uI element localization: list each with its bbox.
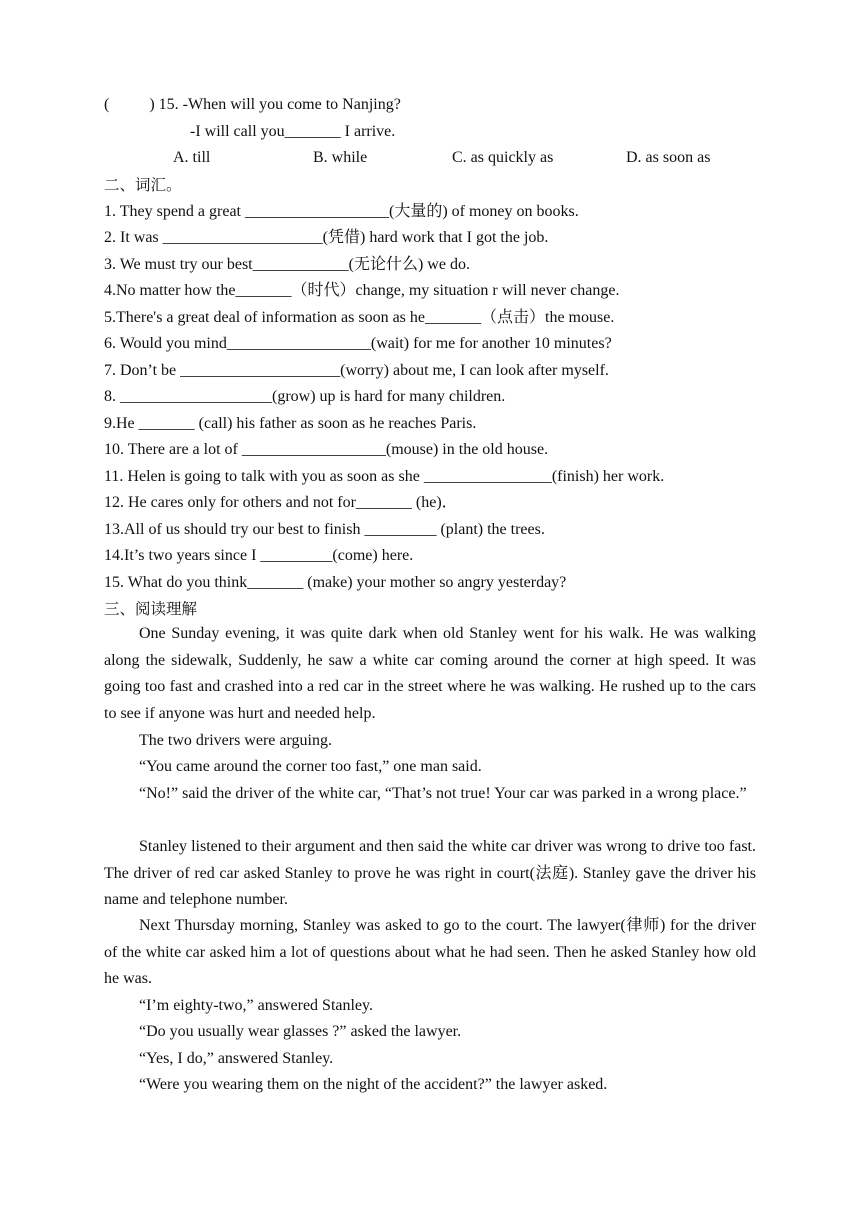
vocab-item-4: 4.No matter how the_______（时代）change, my situation r will never change. <box>104 282 620 299</box>
vocab-item-11: 11. Helen is going to talk with you as soon as she ________________(finish) her work. <box>104 468 665 485</box>
vocab-item-3: 3. We must try our best____________(无论什么) we do. <box>104 256 470 273</box>
vocab-item-15: 15. What do you think_______ (make) your mother so angry yesterday? <box>104 574 567 591</box>
reading-paragraph-4: “No!” said the driver of the white car, “That’s not true! Your car was parked in a wrong place.” <box>139 785 747 802</box>
reading-paragraph-10: “Were you wearing them on the night of the accident?” the lawyer asked. <box>139 1076 608 1093</box>
vocab-item-14: 14.It’s two years since I _________(come) here. <box>104 547 414 564</box>
vocab-item-12: 12. He cares only for others and not for_______ (he)． <box>104 494 458 511</box>
reading-heading: 三、阅读理解 <box>104 600 198 618</box>
vocab-item-2: 2. It was ____________________(凭借) hard work that I got the job. <box>104 229 549 246</box>
question-15-line2: -I will call you_______ I arrive. <box>190 123 396 140</box>
reading-paragraph-9: “Yes, I do,” answered Stanley. <box>139 1050 334 1067</box>
vocab-item-6: 6. Would you mind__________________(wait) for me for another 10 minutes? <box>104 335 612 352</box>
vocab-item-5: 5.There's a great deal of information as soon as he_______（点击）the mouse. <box>104 309 615 326</box>
vocab-heading: 二、词汇。 <box>104 176 182 194</box>
reading-paragraph-8: “Do you usually wear glasses ?” asked the lawyer. <box>139 1023 462 1040</box>
question-15-stem: ( ) 15. -When will you come to Nanjing? <box>104 96 401 113</box>
option-b: B. while <box>313 149 368 166</box>
reading-paragraph-3: “You came around the corner too fast,” one man said. <box>139 758 482 775</box>
reading-paragraph-5: Stanley listened to their argument and then said the white car driver was wrong to drive too fast. The driver of red car asked Stanley to prove he was right in court(法庭). Stanley gave the driver his name and telephone number. <box>104 838 756 909</box>
vocab-item-10: 10. There are a lot of __________________(mouse) in the old house. <box>104 441 549 458</box>
vocab-item-9: 9.He _______ (call) his father as soon as he reaches Paris. <box>104 415 477 432</box>
option-a: A. till <box>173 149 211 166</box>
reading-paragraph-1: One Sunday evening, it was quite dark when old Stanley went for his walk. He was walking along the sidewalk, Suddenly, he saw a white car coming around the corner at high speed. It was going too fast and crashed into a red car in the street where he was walking. He rushed up to the cars to see if anyone was hurt and needed help. <box>104 625 756 722</box>
vocab-item-7: 7. Don’t be ____________________(worry) about me, I can look after myself. <box>104 362 609 379</box>
reading-paragraph-2: The two drivers were arguing. <box>139 732 332 749</box>
reading-paragraph-6: Next Thursday morning, Stanley was asked to go to the court. The lawyer(律师) for the driver of the white car asked him a lot of questions about what he had seen. Then he asked Stanley how old he was. <box>104 917 756 988</box>
vocab-item-13: 13.All of us should try our best to finish _________ (plant) the trees. <box>104 521 545 538</box>
vocab-item-1: 1. They spend a great __________________(大量的) of money on books. <box>104 203 579 220</box>
vocab-item-8: 8. ___________________(grow) up is hard for many children. <box>104 388 506 405</box>
option-d: D. as soon as <box>626 149 711 166</box>
reading-paragraph-7: “I’m eighty-two,” answered Stanley. <box>139 997 373 1014</box>
option-c: C. as quickly as <box>452 149 554 166</box>
